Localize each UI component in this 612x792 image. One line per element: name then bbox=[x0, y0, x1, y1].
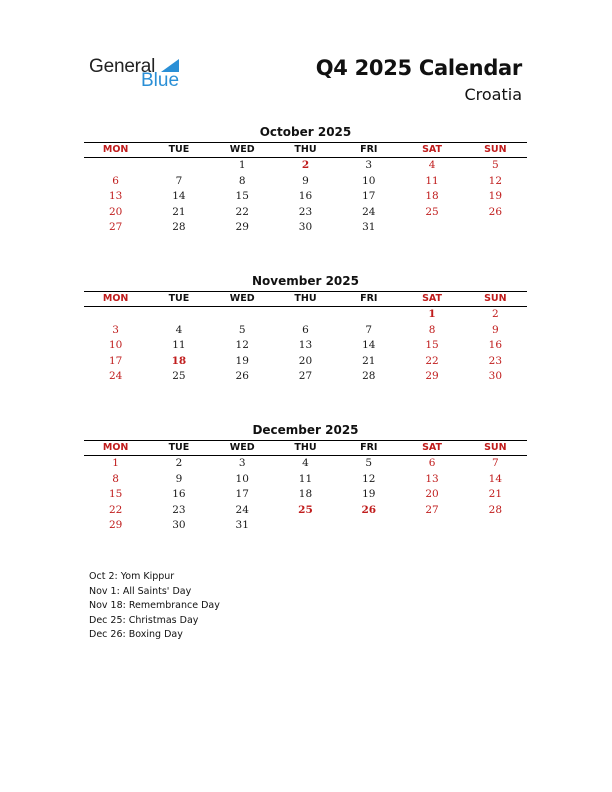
week-row bbox=[84, 205, 527, 221]
day-cell: 20 bbox=[108, 205, 123, 218]
day-cell: 30 bbox=[488, 370, 503, 382]
day-cell: 24 bbox=[235, 503, 249, 516]
empty-day-cell bbox=[464, 220, 527, 236]
month-grid bbox=[84, 142, 527, 236]
day-cell: 14 bbox=[362, 339, 376, 351]
month-title: November 2025 bbox=[252, 274, 359, 288]
day-cell: 17 bbox=[362, 190, 376, 202]
week-row bbox=[84, 307, 527, 323]
week-row bbox=[84, 220, 527, 236]
week-row bbox=[84, 338, 527, 354]
weekday-header: WED bbox=[211, 143, 274, 158]
weekday-header: FRI bbox=[337, 292, 400, 307]
day-cell: 8 bbox=[428, 323, 436, 336]
holiday-notes bbox=[89, 570, 220, 643]
day-cell: 22 bbox=[108, 503, 123, 516]
day-cell: 28 bbox=[488, 503, 503, 516]
month-title: December 2025 bbox=[252, 423, 359, 437]
day-cell: 19 bbox=[488, 190, 503, 202]
day-cell: 13 bbox=[108, 190, 123, 202]
month-title: October 2025 bbox=[259, 125, 352, 139]
day-cell: 16 bbox=[172, 488, 186, 500]
day-cell: 15 bbox=[425, 339, 439, 351]
day-cell: 27 bbox=[108, 221, 123, 233]
day-cell: 3 bbox=[365, 159, 373, 171]
day-cell: 17 bbox=[235, 488, 249, 500]
day-cell: 19 bbox=[235, 354, 249, 367]
day-cell: 21 bbox=[362, 354, 376, 367]
weekday-header: SUN bbox=[464, 441, 527, 456]
day-cell: 26 bbox=[488, 205, 503, 218]
logo-triangle-icon bbox=[161, 59, 179, 72]
day-cell: 29 bbox=[425, 370, 439, 382]
weekday-header: WED bbox=[211, 292, 274, 307]
day-cell: 14 bbox=[172, 190, 186, 202]
day-cell: 15 bbox=[235, 190, 249, 202]
weekday-header: WED bbox=[211, 441, 274, 456]
day-cell: 12 bbox=[362, 472, 376, 485]
day-cell: 5 bbox=[238, 323, 246, 336]
day-cell: 9 bbox=[302, 174, 309, 187]
day-cell: 18 bbox=[171, 354, 187, 367]
empty-day-cell bbox=[274, 518, 337, 534]
day-cell: 21 bbox=[172, 205, 186, 218]
day-cell: 16 bbox=[298, 190, 313, 202]
day-cell: 15 bbox=[108, 488, 123, 500]
day-cell: 22 bbox=[425, 354, 439, 367]
logo-word-blue: Blue bbox=[141, 70, 180, 91]
day-cell: 24 bbox=[362, 205, 376, 218]
week-row bbox=[84, 174, 527, 190]
month-november bbox=[84, 274, 527, 385]
holiday-note: Dec 25: Christmas Day bbox=[89, 614, 199, 626]
weekday-header: TUE bbox=[147, 441, 210, 456]
empty-day-cell bbox=[464, 518, 527, 534]
week-row bbox=[84, 158, 527, 174]
weekday-header: MON bbox=[84, 292, 147, 307]
day-cell: 17 bbox=[108, 354, 123, 367]
week-row bbox=[84, 369, 527, 385]
day-cell: 31 bbox=[235, 519, 249, 531]
week-row bbox=[84, 189, 527, 205]
empty-day-cell bbox=[337, 518, 400, 534]
day-cell: 30 bbox=[298, 221, 313, 233]
day-cell: 9 bbox=[492, 323, 499, 336]
week-row bbox=[84, 472, 527, 488]
empty-day-cell bbox=[400, 518, 463, 534]
holiday-note: Oct 2: Yom Kippur bbox=[89, 571, 175, 582]
day-cell: 5 bbox=[365, 457, 373, 469]
week-row bbox=[84, 487, 527, 503]
day-cell: 10 bbox=[108, 339, 123, 351]
day-cell: 6 bbox=[428, 457, 436, 469]
day-cell: 6 bbox=[302, 323, 309, 336]
holiday-note: Nov 18: Remembrance Day bbox=[89, 600, 220, 611]
day-cell: 11 bbox=[172, 339, 186, 351]
day-cell: 1 bbox=[428, 308, 436, 320]
day-cell: 16 bbox=[488, 339, 503, 351]
day-cell: 25 bbox=[298, 503, 313, 516]
day-cell: 9 bbox=[175, 472, 183, 485]
day-cell: 23 bbox=[172, 503, 186, 516]
day-cell: 28 bbox=[172, 221, 186, 233]
day-cell: 20 bbox=[298, 354, 313, 367]
weekday-header: TUE bbox=[147, 292, 210, 307]
weekday-header: SAT bbox=[400, 143, 463, 158]
empty-day-cell bbox=[400, 220, 463, 236]
day-cell: 31 bbox=[362, 221, 376, 233]
day-cell: 23 bbox=[488, 354, 503, 367]
weekday-header: SUN bbox=[464, 143, 527, 158]
day-cell: 26 bbox=[235, 370, 249, 382]
day-cell: 4 bbox=[175, 323, 183, 336]
empty-day-cell bbox=[274, 307, 337, 323]
day-cell: 29 bbox=[235, 221, 249, 233]
weekday-header: THU bbox=[274, 292, 337, 307]
day-cell: 20 bbox=[425, 488, 439, 500]
holiday-note: Nov 1: All Saints' Day bbox=[89, 585, 192, 597]
day-cell: 18 bbox=[298, 488, 313, 500]
day-cell: 22 bbox=[235, 205, 249, 218]
day-cell: 11 bbox=[425, 174, 439, 187]
weekday-header: MON bbox=[84, 441, 147, 456]
day-cell: 11 bbox=[298, 472, 313, 485]
day-cell: 28 bbox=[362, 370, 376, 382]
weekday-header: THU bbox=[274, 441, 337, 456]
day-cell: 4 bbox=[428, 159, 436, 171]
weekday-header: FRI bbox=[337, 143, 400, 158]
day-cell: 27 bbox=[298, 370, 313, 382]
day-cell: 10 bbox=[362, 174, 376, 187]
week-row bbox=[84, 518, 527, 534]
month-grid bbox=[84, 440, 527, 534]
day-cell: 25 bbox=[425, 205, 439, 218]
day-cell: 29 bbox=[108, 519, 123, 531]
day-cell: 21 bbox=[488, 488, 503, 500]
month-grid bbox=[84, 291, 527, 385]
day-cell: 24 bbox=[108, 370, 123, 382]
page-title: Q4 2025 Calendar bbox=[315, 56, 522, 80]
month-december bbox=[84, 423, 527, 534]
day-cell: 25 bbox=[172, 370, 186, 382]
empty-day-cell bbox=[147, 307, 210, 323]
day-cell: 1 bbox=[112, 457, 119, 469]
empty-day-cell bbox=[211, 307, 274, 323]
day-cell: 23 bbox=[298, 205, 313, 218]
empty-day-cell bbox=[84, 158, 147, 174]
day-cell: 8 bbox=[238, 174, 246, 187]
day-cell: 27 bbox=[425, 503, 439, 516]
day-cell: 18 bbox=[425, 190, 439, 202]
week-row bbox=[84, 503, 527, 519]
day-cell: 7 bbox=[492, 457, 499, 469]
day-cell: 26 bbox=[361, 503, 377, 516]
weekday-header: SUN bbox=[464, 292, 527, 307]
day-cell: 2 bbox=[492, 308, 499, 320]
day-cell: 8 bbox=[112, 472, 119, 485]
weekday-header: MON bbox=[84, 143, 147, 158]
week-row bbox=[84, 323, 527, 339]
country-subtitle: Croatia bbox=[464, 85, 522, 104]
day-cell: 1 bbox=[238, 159, 246, 171]
day-cell: 30 bbox=[172, 519, 186, 531]
weekday-header: SAT bbox=[400, 441, 463, 456]
day-cell: 7 bbox=[175, 174, 183, 187]
empty-day-cell bbox=[84, 307, 147, 323]
empty-day-cell bbox=[147, 158, 210, 174]
day-cell: 5 bbox=[492, 159, 499, 171]
day-cell: 19 bbox=[362, 488, 376, 500]
week-row bbox=[84, 456, 527, 472]
weekday-header: FRI bbox=[337, 441, 400, 456]
day-cell: 4 bbox=[302, 457, 309, 469]
day-cell: 2 bbox=[301, 159, 310, 171]
day-cell: 10 bbox=[235, 472, 249, 485]
day-cell: 3 bbox=[112, 323, 119, 336]
weekday-header: THU bbox=[274, 143, 337, 158]
weekday-header: TUE bbox=[147, 143, 210, 158]
weekday-header: SAT bbox=[400, 292, 463, 307]
day-cell: 13 bbox=[298, 339, 313, 351]
logo-word-general: General bbox=[89, 56, 156, 77]
generalblue-logo bbox=[89, 57, 189, 93]
day-cell: 12 bbox=[488, 174, 503, 187]
month-october bbox=[84, 125, 527, 236]
day-cell: 3 bbox=[238, 457, 246, 469]
day-cell: 2 bbox=[175, 457, 183, 469]
holiday-note: Dec 26: Boxing Day bbox=[89, 629, 183, 640]
empty-day-cell bbox=[337, 307, 400, 323]
day-cell: 12 bbox=[235, 339, 249, 351]
day-cell: 7 bbox=[365, 323, 373, 336]
week-row bbox=[84, 354, 527, 370]
day-cell: 6 bbox=[112, 174, 119, 187]
day-cell: 14 bbox=[488, 472, 503, 485]
day-cell: 13 bbox=[425, 472, 439, 485]
